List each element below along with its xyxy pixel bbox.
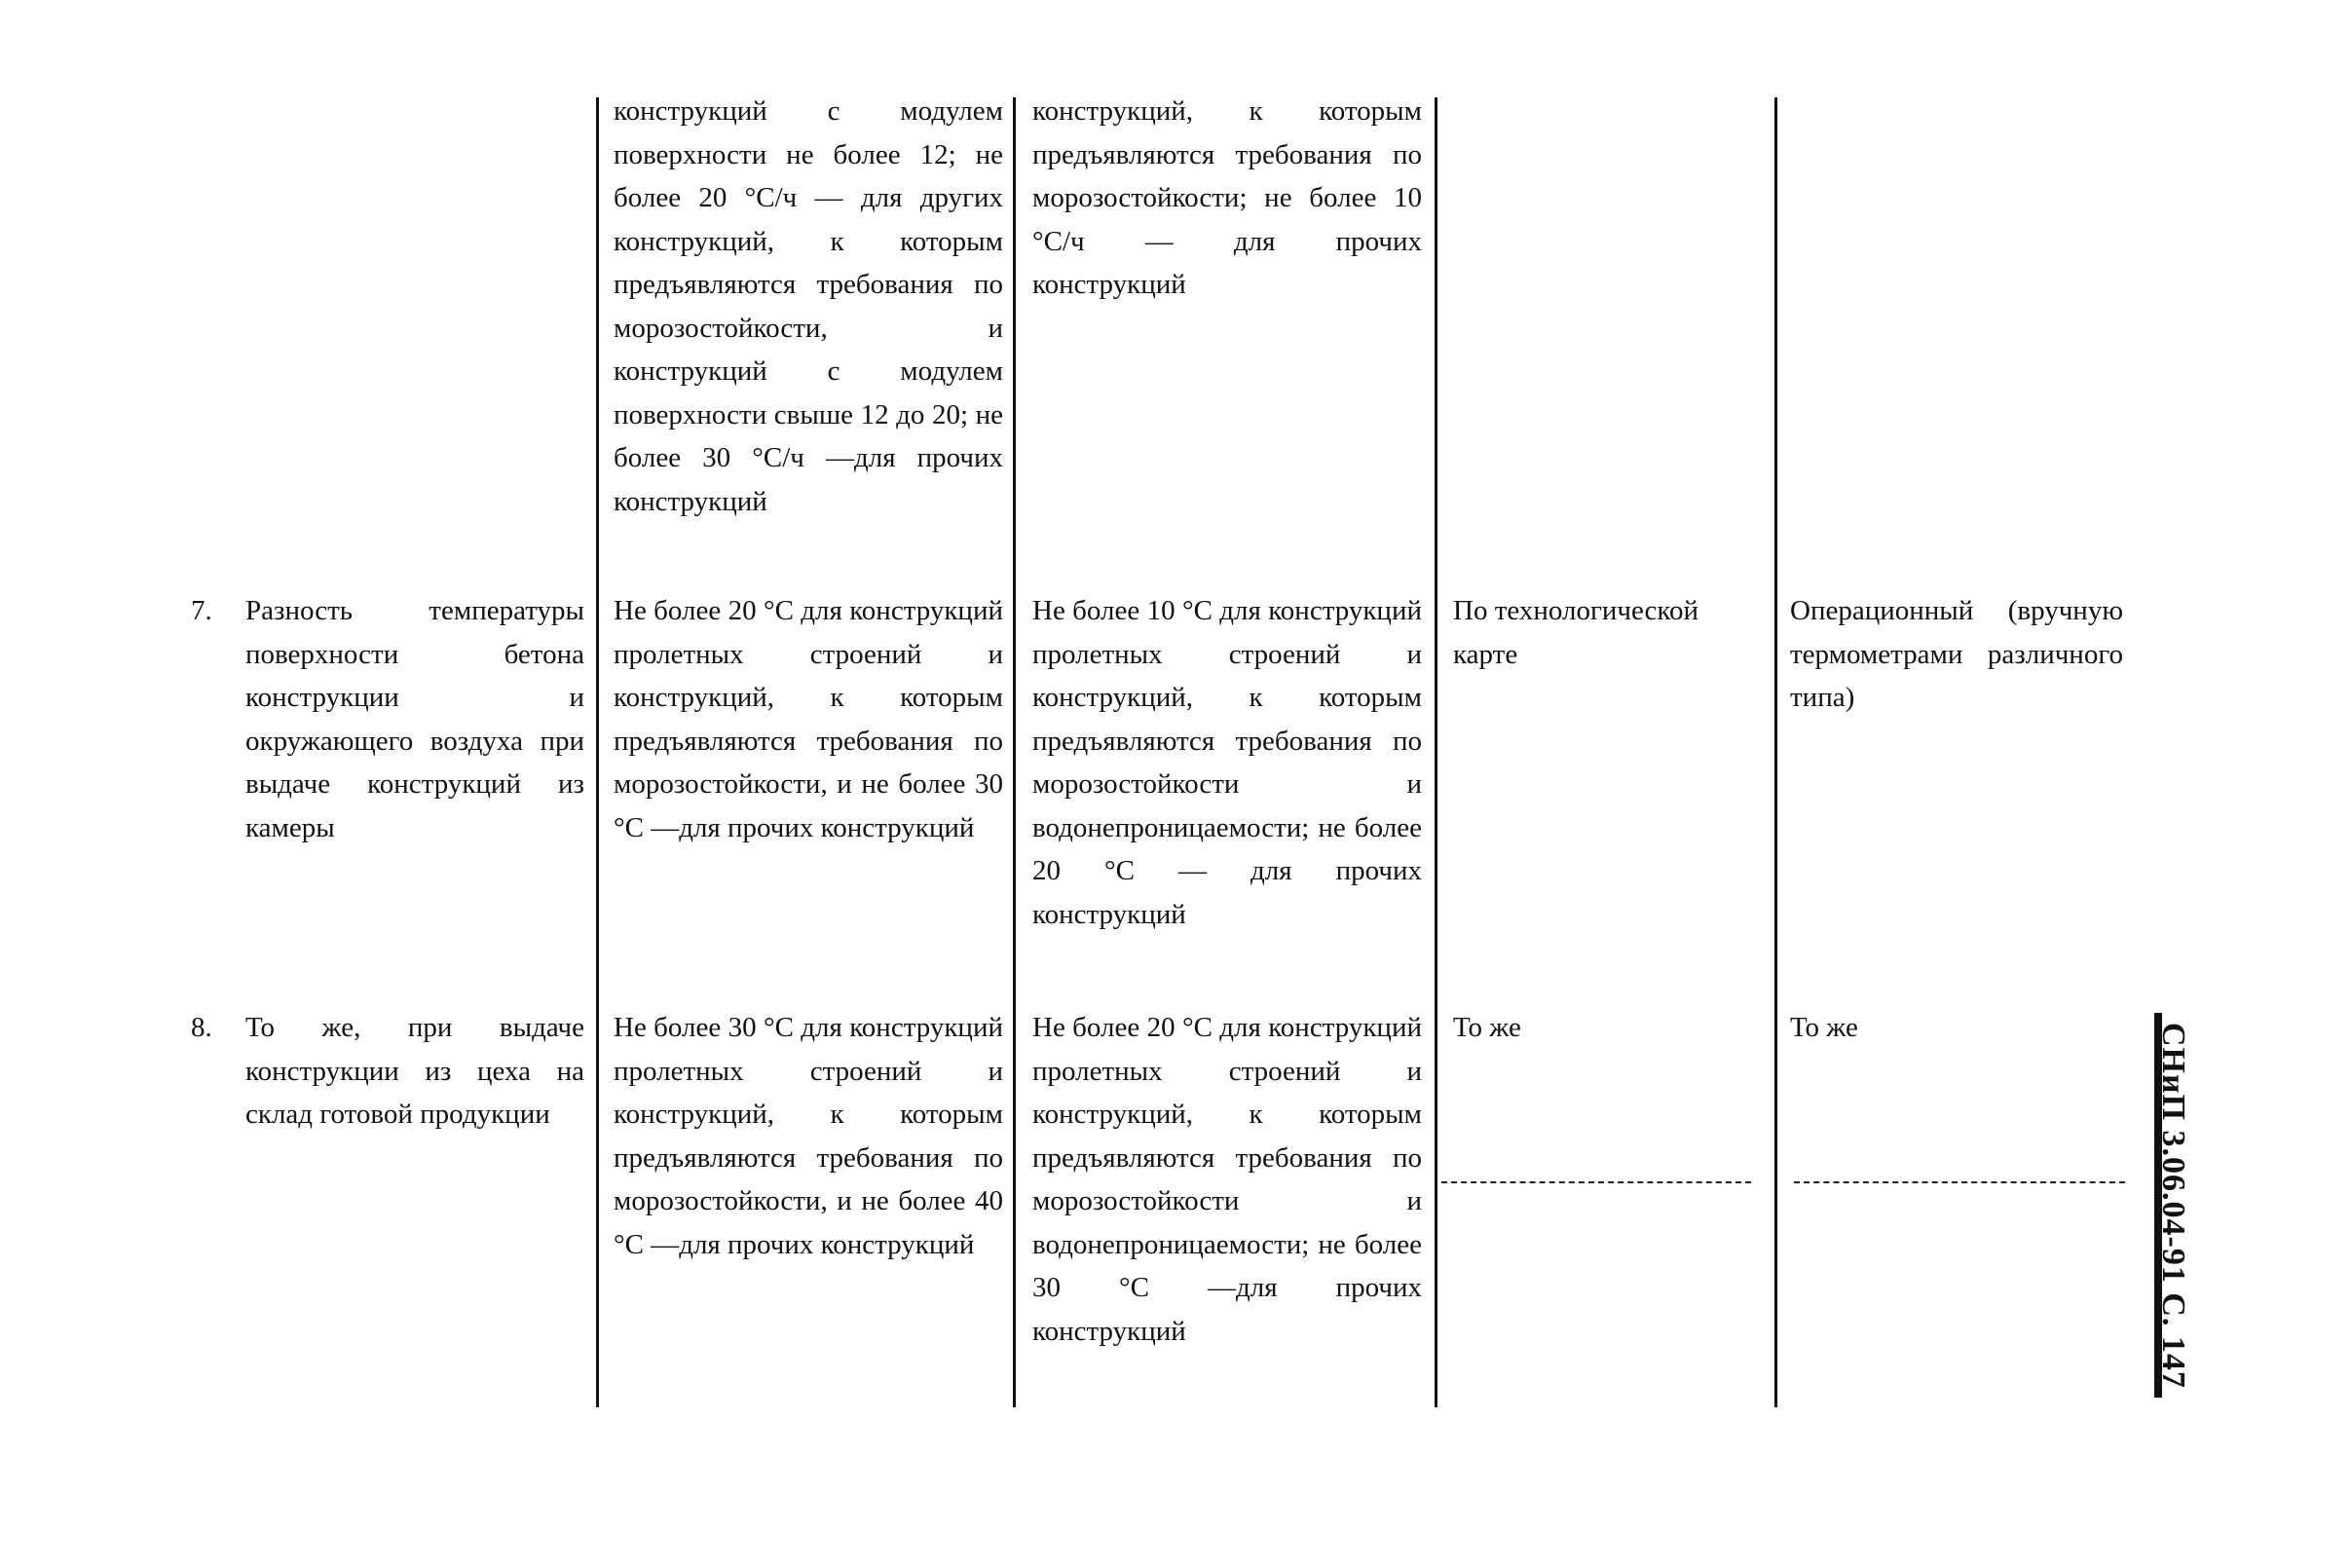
row-7-col5: По технологической карте: [1453, 595, 1699, 670]
column-rule-4: [1774, 97, 1777, 1407]
row-7-col6: Операционный (вручную термометрами различного типа): [1790, 595, 2123, 713]
row-7-number: 7.: [191, 595, 212, 626]
row-7-col4: Не более 10 °С для конструкций пролетных строений и конструкций, к которым предъявляются требования по морозостойкости и водонепроницаемости; не более 20 °С — для прочих конструкций: [1032, 595, 1422, 930]
row-7-parameter: Разность температуры поверхности бетона конструкции и окружающего воздуха при выдаче конструкций из камеры: [245, 595, 584, 843]
column-rule-1: [596, 97, 599, 1407]
row-8-col3: Не более 30 °С для конструкций пролетных строений и конструкций, к которым предъявляются требования по морозостойкости, и не более 40 °С —для прочих конструкций: [614, 1012, 1003, 1260]
dashed-separator-col5: [1441, 1181, 1751, 1183]
page-label: СНиП 3.06.04-91 С. 147: [2155, 1023, 2191, 1389]
row-8-number: 8.: [191, 1012, 212, 1043]
row-8-col6: То же: [1790, 1012, 1858, 1043]
dashed-separator-col6: [1794, 1181, 2125, 1183]
column-rule-2: [1013, 97, 1016, 1407]
row-8-col4: Не более 20 °С для конструкций пролетных строений и конструкций, к которым предъявляются требования по морозостойкости и водонепроницаемости; не более 30 °С —для прочих конструкций: [1032, 1012, 1422, 1347]
continuation-col3: конструкций с модулем поверхности не более 12; не более 20 °С/ч — для других конструкций, к которым предъявляются требования по морозостойкости, и конструкций с модулем поверхности свыше 12 до 20; не более 30 °С/ч —для прочих конструкций: [614, 95, 1003, 517]
row-8-col5: То же: [1453, 1012, 1521, 1043]
continuation-col4: конструкций, к которым предъявляются требования по морозостойкости; не более 10 °С/ч — для прочих конструкций: [1032, 95, 1422, 300]
row-8-parameter: То же, при выдаче конструкции из цеха на склад готовой продукции: [245, 1012, 584, 1130]
row-7-col3: Не более 20 °С для конструкций пролетных строений и конструкций, к которым предъявляются требования по морозостойкости, и не более 30 °С —для прочих конструкций: [614, 595, 1003, 843]
column-rule-3: [1435, 97, 1437, 1407]
